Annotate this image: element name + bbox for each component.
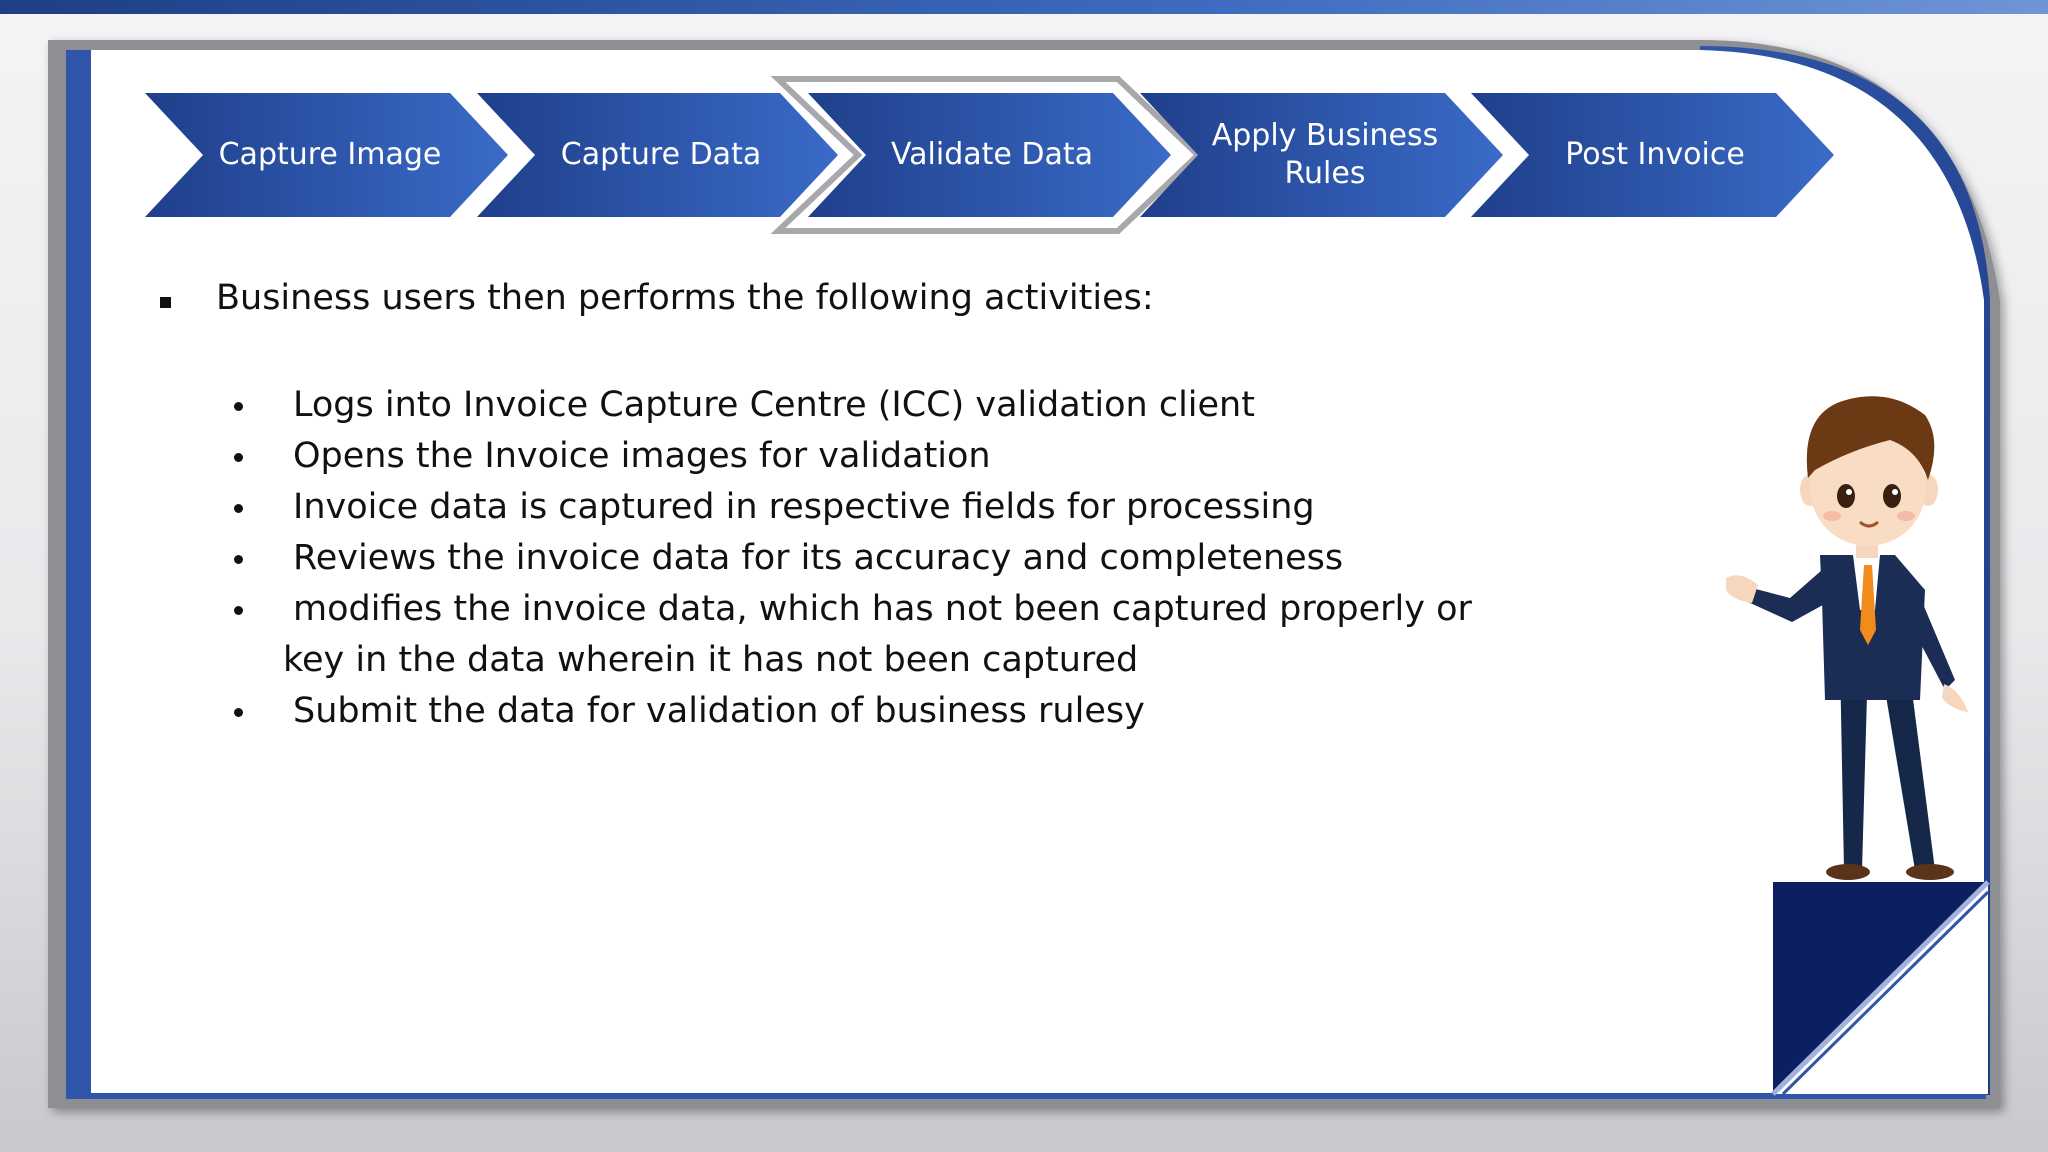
left-blue-bar <box>66 50 91 1096</box>
step-validate-data[interactable] <box>868 93 1116 217</box>
list-item <box>230 380 1472 431</box>
list-item <box>230 533 1472 584</box>
bullet-dot-icon <box>234 555 243 564</box>
bullet-dot-icon <box>234 708 243 717</box>
list-item-text: Opens the Invoice images for validation <box>293 436 991 476</box>
list-item <box>230 431 1472 482</box>
step-post-invoice[interactable] <box>1531 93 1779 217</box>
step-label: Capture Image <box>218 137 442 172</box>
step-capture-image[interactable] <box>205 93 455 217</box>
bullet-dot-icon <box>234 402 243 411</box>
step-label-line-1: Apply Business <box>1211 118 1439 153</box>
step-label: Post Invoice <box>1565 137 1745 172</box>
list-item-text: Logs into Invoice Capture Centre (ICC) validation client <box>293 385 1255 425</box>
bullet-dot-icon <box>234 453 243 462</box>
list-item-text: Submit the data for validation of business rulesy <box>293 691 1145 731</box>
square-bullet-icon <box>160 297 171 308</box>
activities-list <box>230 380 1472 737</box>
step-label: Capture Data <box>560 137 762 172</box>
corner-curl <box>1773 882 1988 1094</box>
step-label-line-2: Rules <box>1284 156 1366 191</box>
list-item-text: Invoice data is captured in respective fields for processing <box>293 487 1315 527</box>
list-item-continuation: key in the data wherein it has not been captured <box>283 640 1139 680</box>
step-capture-data[interactable] <box>537 93 785 217</box>
list-item-text: Reviews the invoice data for its accuracy and completeness <box>293 538 1344 578</box>
heading-text: Business users then performs the following activities: <box>216 278 1154 318</box>
step-apply-business-rules[interactable] <box>1190 93 1460 217</box>
list-item-text: modifies the invoice data, which has not been captured properly or <box>293 589 1472 629</box>
list-item <box>230 482 1472 533</box>
step-label: Validate Data <box>890 137 1094 172</box>
list-item <box>230 686 1472 737</box>
list-item <box>230 584 1472 686</box>
bullet-dot-icon <box>234 606 243 615</box>
bottom-blue-line <box>66 1093 1986 1099</box>
bullet-dot-icon <box>234 504 243 513</box>
